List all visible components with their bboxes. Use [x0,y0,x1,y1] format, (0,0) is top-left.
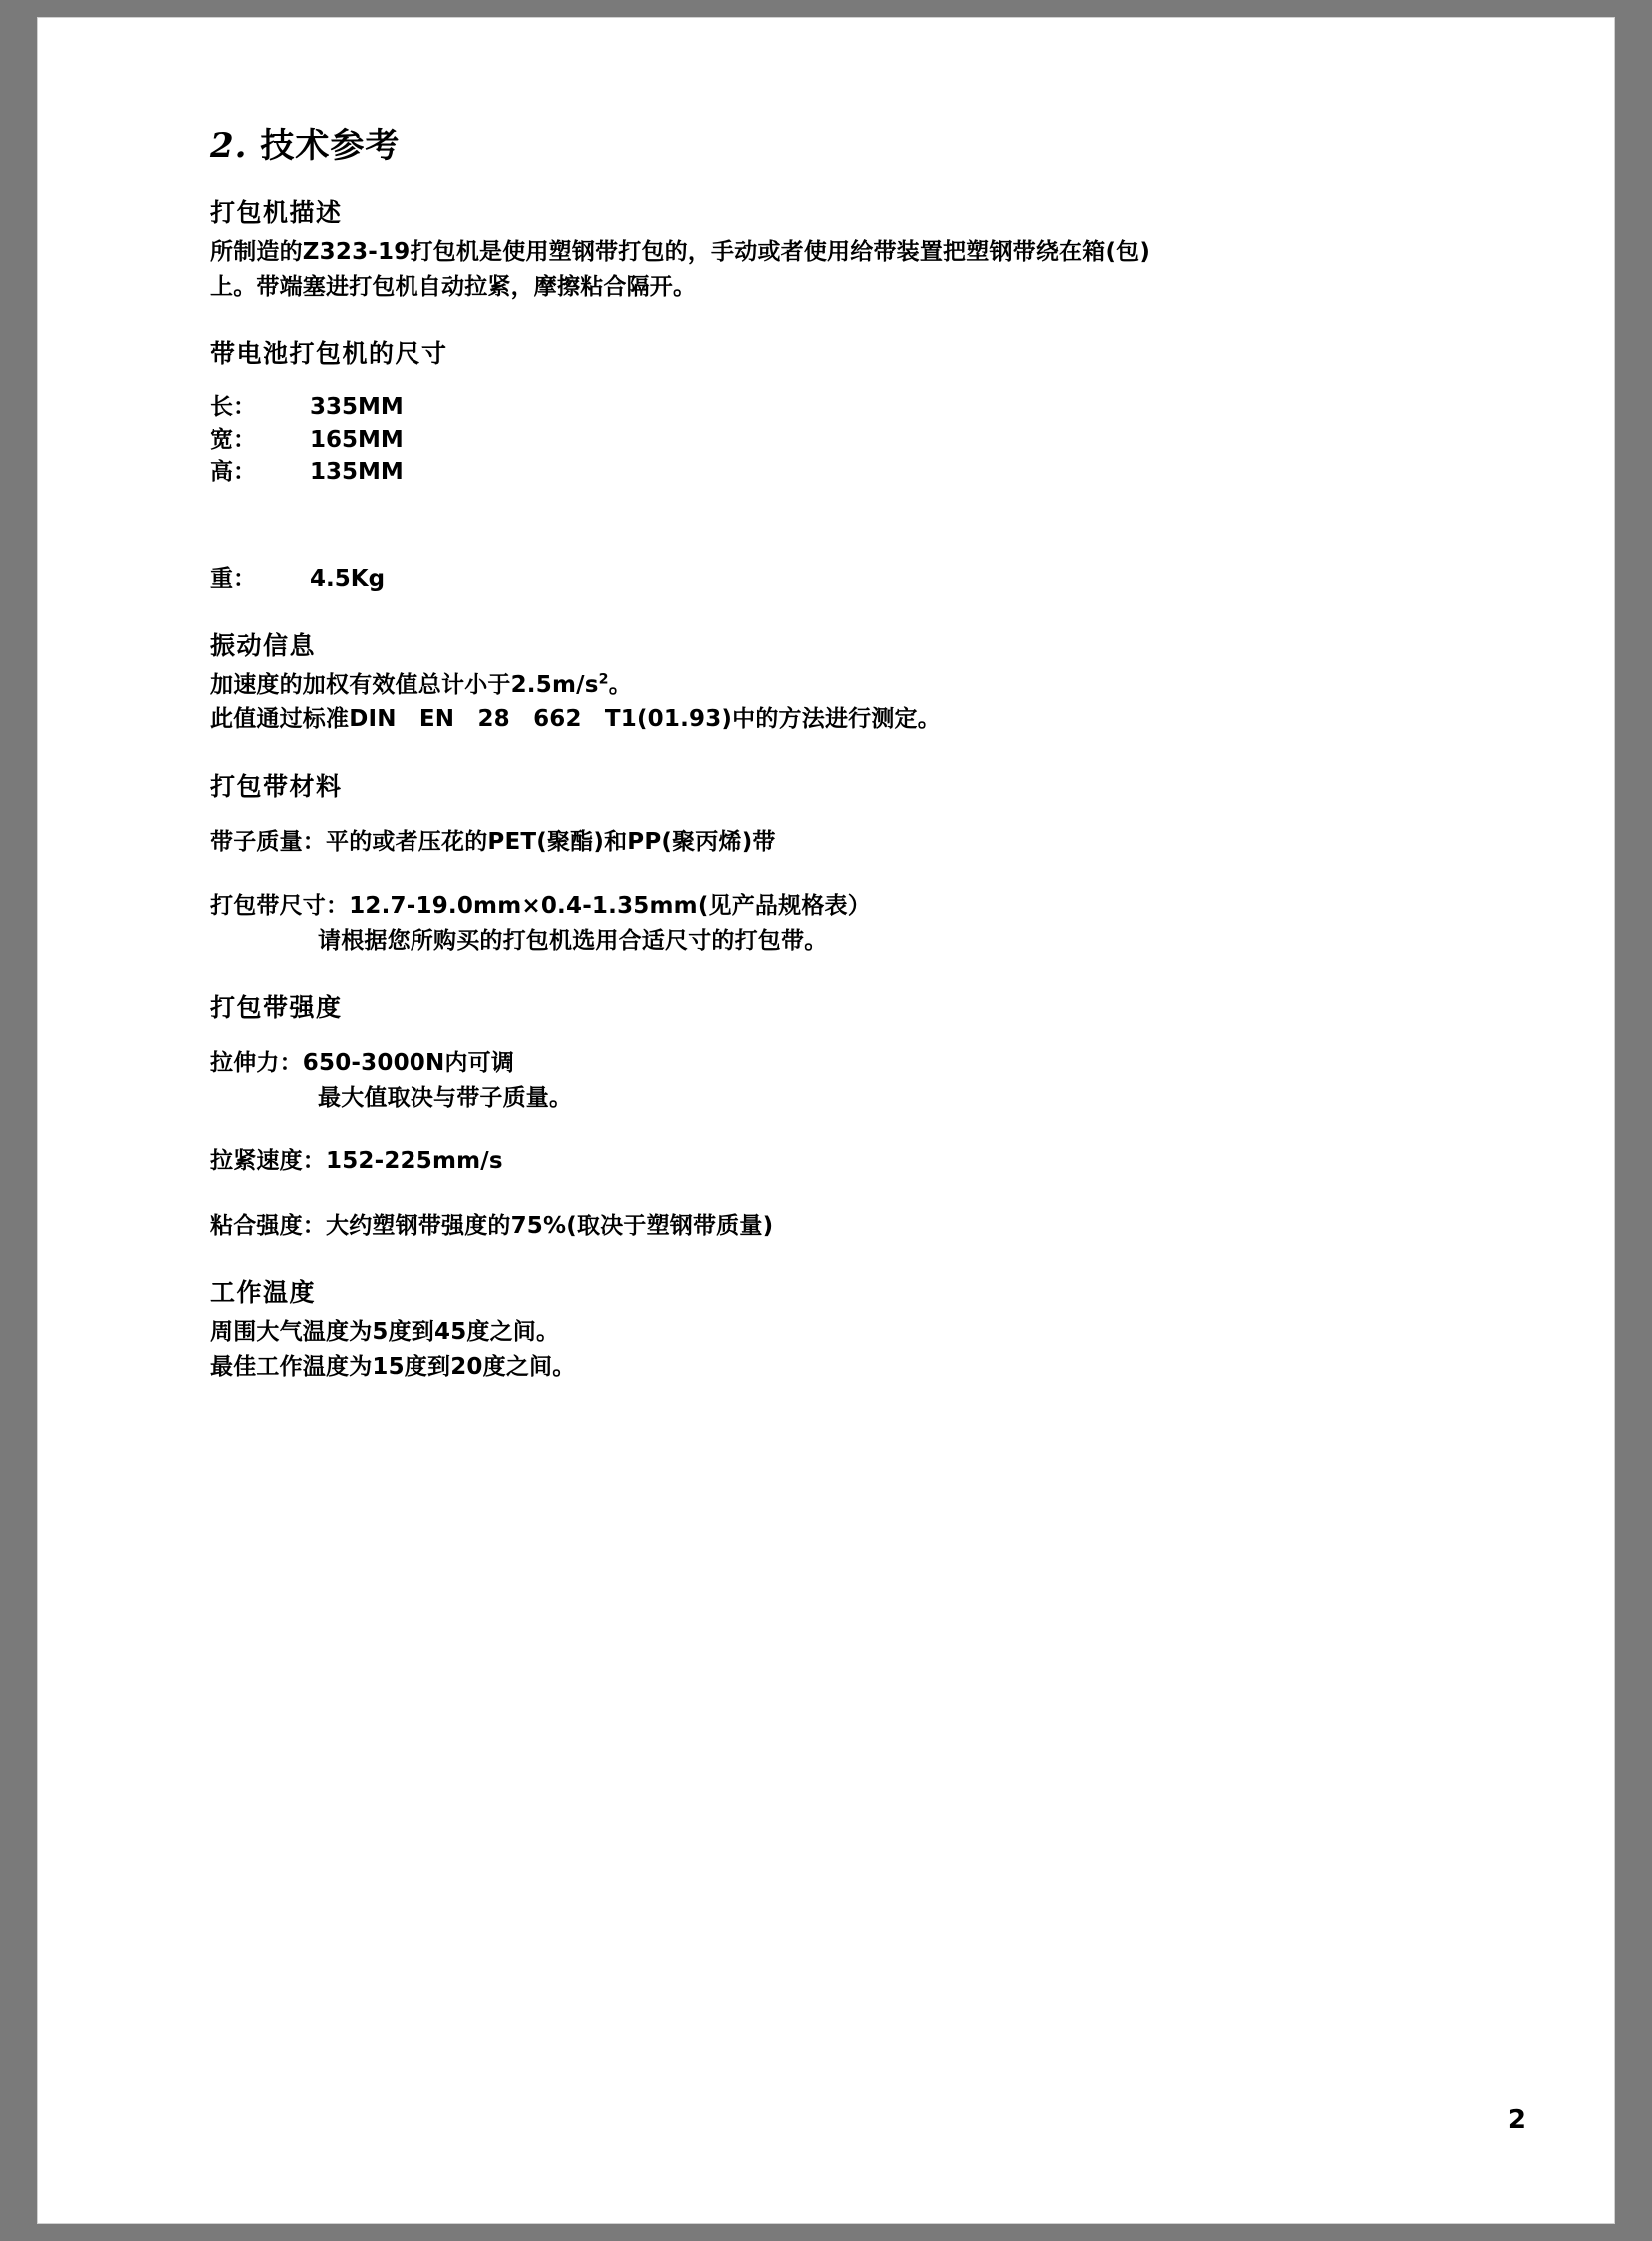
strap-strength-tension-note: 最大值取决与带子质量。 [318,1084,573,1111]
page-title-text: 技术参考 [260,126,401,166]
dimension-value-height: 135MM [310,459,404,486]
section-heading-strap-strength: 打包带强度 [210,993,343,1023]
section-heading-description: 打包机描述 [210,198,343,227]
document-page [38,18,1614,2223]
operating-temperature-line-2: 最佳工作温度为15度到20度之间。 [210,1353,576,1380]
section-heading-operating-temperature: 工作温度 [210,1278,317,1308]
dimension-label-length: 长： [210,394,256,420]
dimension-label-height: 高： [210,459,256,486]
strap-material-quality: 带子质量：平的或者压花的PET(聚酯)和PP(聚丙烯)带 [210,828,776,855]
dimension-row-height [210,456,1498,489]
dimension-label-weight: 重： [210,565,256,592]
section-heading-dimensions: 带电池打包机的尺寸 [210,339,448,368]
page-title [210,118,1498,167]
dimension-row-length [210,391,1498,424]
strap-material-size: 打包带尺寸：12.7-19.0mm×0.4-1.35mm(见产品规格表） [210,893,871,920]
vibration-line-1-superscript: 2 [598,670,609,687]
dimension-value-width: 165MM [310,426,404,453]
page-number: 2 [1507,2105,1526,2135]
strap-material-note: 请根据您所购买的打包机选用合适尺寸的打包带。 [318,927,828,954]
dimension-value-weight: 4.5Kg [310,565,386,592]
section-heading-vibration: 振动信息 [210,630,317,660]
vibration-line-2: 此值通过标准DIN EN 28 662 T1(01.93)中的方法进行测定。 [210,706,941,733]
strap-strength-speed: 拉紧速度：152-225mm/s [210,1148,503,1175]
strap-strength-tension: 拉伸力：650-3000N内可调 [210,1050,515,1077]
dimension-row-weight [210,563,1498,596]
dimension-value-length: 335MM [310,394,404,420]
description-line-2: 上。带端塞进打包机自动拉紧，摩擦粘合隔开。 [210,273,697,300]
description-line-1: 所制造的Z323-19打包机是使用塑钢带打包的，手动或者使用给带装置把塑钢带绕在箱(包) [210,239,1151,265]
vibration-line-1-pre: 加速度的加权有效值总计小于2.5m/s [210,671,599,698]
vibration-line-1 [210,668,1498,703]
section-heading-strap-material: 打包带材料 [210,771,343,801]
page-content [210,118,1498,1384]
operating-temperature-line-1: 周围大气温度为5度到45度之间。 [210,1319,560,1346]
dimension-label-width: 宽： [210,426,256,453]
page-title-number: 2. [210,126,248,166]
strap-strength-weld: 粘合强度：大约塑钢带强度的75%(取决于塑钢带质量) [210,1212,774,1239]
vibration-line-1-post: 。 [608,671,632,698]
dimension-row-width [210,424,1498,457]
